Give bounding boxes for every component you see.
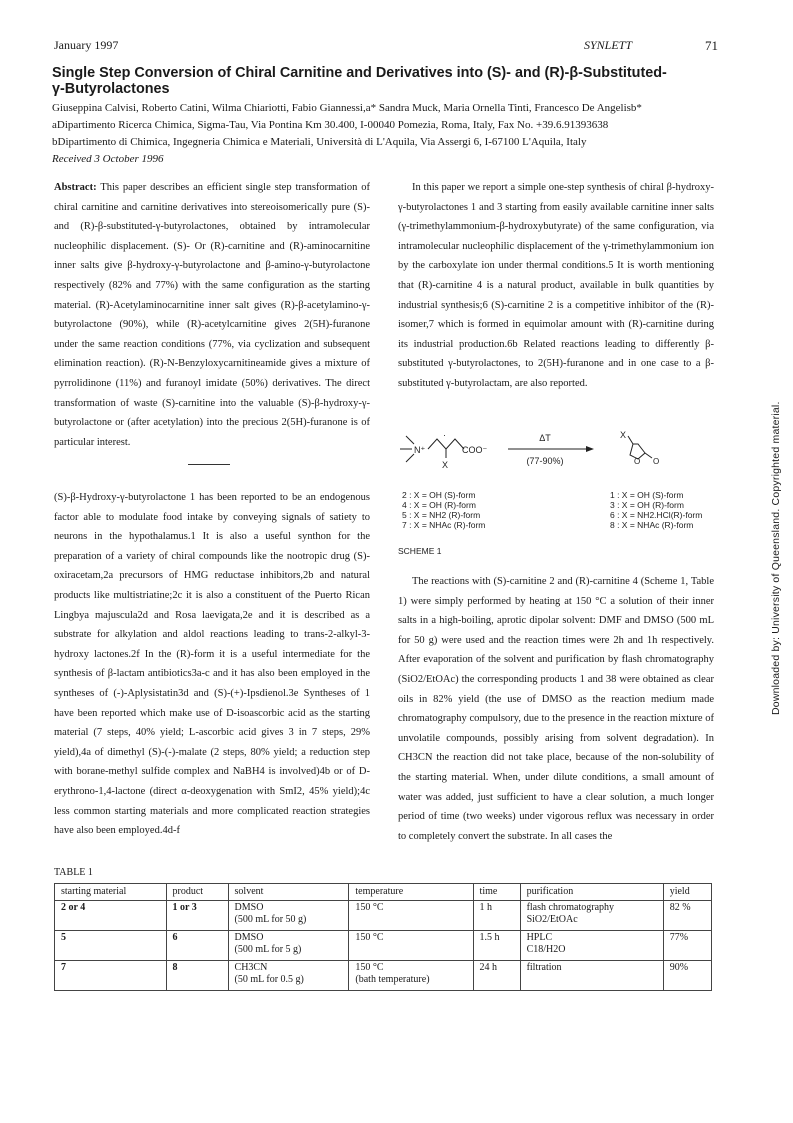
ring-oxygen-label: O bbox=[634, 457, 641, 466]
stereocenter-mark: · bbox=[443, 430, 446, 440]
column-header: product bbox=[166, 884, 228, 901]
running-head-date: January 1997 bbox=[54, 38, 119, 52]
carbonyl-bond bbox=[645, 453, 652, 458]
product-cell: 8 bbox=[166, 961, 228, 991]
solvent-cell: DMSO (500 mL for 5 g) bbox=[228, 931, 349, 961]
table-row bbox=[55, 901, 712, 931]
yield-cell: 90% bbox=[663, 961, 711, 991]
time-cell: 1 h bbox=[473, 901, 520, 931]
column-header: starting material bbox=[55, 884, 167, 901]
introduction-paragraph: (S)-β-Hydroxy-γ-butyrolactone 1 has been reported to be an endogenous factor able to modulate food intake by conveying signals of satiety to neurons in the hypothalamus.1 It is also a useful synthon for the preparation of a variety of chiral compounds like the nootropic drug (S)-oxiracetam,2a precursors of HMG reductase inhibitors,2b and natural products like multistriatine;2c it is also a constituent of the Puerto Rican Lingbya majuscula2d and Rosa laevigata,2e and it is described as a substrate for alkylation and aldol reactions leading to trans-2-alkyl-3-hydroxy lactones.2f In the (R)-form it is a useful intermediate for the synthesis of β-lactam antibiotics3a-c and it has also been employed in the syntheses of (-)-Aplysistatin3d and (S)-(+)-Ipsdienol.3e Syntheses of 1 have been reported which make use of D-isoascorbic acid as the starting material (7 steps, 40% yield; L-ascorbic acid gives 3 in 7 steps, 29% yield),4a of dimethyl (S)-(-)-malate (2 steps, 80% yield; a reduction step with borane-methyl sulfide complex and NaBH4 is involved)4b or of D-erythrono-1,4-lactone (direct α-deoxygenation with SmI2, 45% yield);4c less common starting materials and more complicated reaction strategies have also been employed.4d-f bbox=[54, 492, 370, 837]
methyl-bond-1 bbox=[406, 436, 414, 444]
table-header-row bbox=[55, 884, 712, 901]
reactant-entry: 5 : X = NH2 (R)-form bbox=[402, 510, 481, 520]
solvent-cell: CH3CN (50 mL for 0.5 g) bbox=[228, 961, 349, 991]
title-line-2: γ-Butyrolactones bbox=[52, 81, 170, 97]
download-watermark-text: Downloaded by: University of Queensland. Copyrighted material. bbox=[770, 401, 782, 715]
carbon-chain bbox=[428, 439, 464, 449]
product-entry: 3 : X = OH (R)-form bbox=[610, 500, 684, 510]
methyl-bond-3 bbox=[406, 454, 414, 462]
results-table bbox=[54, 883, 712, 991]
time-cell: 1.5 h bbox=[473, 931, 520, 961]
yield-range: (77-90%) bbox=[526, 456, 564, 466]
purification-cell: HPLC C18/H2O bbox=[520, 931, 663, 961]
starting-material-cell: 5 bbox=[55, 931, 167, 961]
download-watermark bbox=[770, 401, 784, 715]
time-cell: 24 h bbox=[473, 961, 520, 991]
starting-material-cell: 2 or 4 bbox=[55, 901, 167, 931]
column-header: temperature bbox=[349, 884, 473, 901]
scheme-caption: SCHEME 1 bbox=[398, 546, 442, 556]
product-cell: 6 bbox=[166, 931, 228, 961]
column-header: purification bbox=[520, 884, 663, 901]
product-x-label: X bbox=[620, 430, 627, 440]
starting-material-cell: 7 bbox=[55, 961, 167, 991]
product-cell: 1 or 3 bbox=[166, 901, 228, 931]
table-row bbox=[55, 961, 712, 991]
section-divider bbox=[188, 464, 230, 465]
yield-cell: 82 % bbox=[663, 901, 711, 931]
reaction-scheme bbox=[396, 424, 726, 564]
product-entry: 8 : X = NHAc (R)-form bbox=[610, 520, 694, 530]
title-line-1: Single Step Conversion of Chiral Carnitine and Derivatives into (S)- and (R)-β-Substituted- bbox=[52, 65, 667, 81]
product-entry: 1 : X = OH (S)-form bbox=[610, 490, 684, 500]
temperature-cell: 150 °C (bath temperature) bbox=[349, 961, 473, 991]
heat-label: ΔT bbox=[539, 433, 551, 443]
column-header: time bbox=[473, 884, 520, 901]
purification-cell: filtration bbox=[520, 961, 663, 991]
reactant-entry: 2 : X = OH (S)-form bbox=[402, 490, 476, 500]
abstract-text: This paper describes an efficient single step transformation of chiral carnitine and carnitine derivatives into stereoisomerically pure (S)- and (R)-β-substituted-γ-butyrolactones, obtained by intramolecular nucleophilic displacement. (S)- Or (R)-carnitine and (R)-aminocarnitine inner salts give β-hydroxy-γ-butyrolactone and β-amino-γ-butyrolactone respectively (82% and 77%) with the same configuration as the starting material. (R)-Acetylaminocarnitine inner salt gives (R)-β-acetylamino-γ-butyrolactone (90%), while (R)-acetylcarnitine gives 2(5H)-furanone under the same reaction conditions (77%, via cyclization and subsequent elimination reaction). (R)-N-Benzyloxycarnitineamide gives a mixture of pyrrolidinone (11%) and furanoyl imidate (50%) derivatives. The direct transformation of waste (S)-carnitine into the valuable (S)-β-hydroxy-γ-butyrolactone or (after acetylation) into the precious 2(5H)-furanone is of particular interest. bbox=[54, 182, 370, 448]
scheme-drawing bbox=[396, 424, 726, 564]
abstract bbox=[54, 178, 370, 452]
column-header: yield bbox=[663, 884, 711, 901]
solvent-cell: DMSO (500 mL for 50 g) bbox=[228, 901, 349, 931]
product-entry: 6 : X = NH2.HCl(R)-form bbox=[610, 510, 703, 520]
running-head-journal: SYNLETT bbox=[584, 38, 633, 52]
article-title bbox=[52, 65, 752, 97]
reactant-entry: 7 : X = NHAc (R)-form bbox=[402, 520, 486, 530]
x-substituent-label: X bbox=[442, 460, 449, 470]
abstract-label: Abstract: bbox=[54, 182, 97, 193]
right-column-paragraph-1: In this paper we report a simple one-step synthesis of chiral β-hydroxy-γ-butyrolactones 1 and 3 starting from easily available carnitine inner salts (γ-trimethylammonium-β-hydroxybutyrate) of the same configuration, via intramolecular nucleophilic displacement of the γ-trimethylammonium ion by the carboxylate ion under thermal conditions.5 It is worth mentioning that (R)-carnitine 4 is a natural product, available in bulk quantities by industrial synthesis;6 (S)-carnitine 2 is a competitive inhibitor of the (R)-isomer,7 which is formed in equimolar amount with (R)-carnitine during its industrial production.6b Related reactions leading to differently β-substituted γ-butyrolactones, to 2(5H)-furanone and in one case to a β-substituted γ-butyrolactam, are also reported. bbox=[398, 182, 714, 389]
page-number: 71 bbox=[705, 38, 718, 53]
carbonyl-oxygen-label: O bbox=[653, 457, 660, 466]
author-list: Giuseppina Calvisi, Roberto Catini, Wilma Chiariotti, Fabio Giannessi,a* Sandra Muck, Maria Ornella Tinti, Francesco De Angelisb* bbox=[52, 102, 642, 114]
ammonium-label: N⁺ bbox=[414, 445, 426, 455]
purification-cell: flash chromatography SiO2/EtOAc bbox=[520, 901, 663, 931]
temperature-cell: 150 °C bbox=[349, 901, 473, 931]
arrow-head bbox=[586, 446, 594, 452]
right-column-paragraph-2: The reactions with (S)-carnitine 2 and (R)-carnitine 4 (Scheme 1, Table 1) were simply performed by heating at 150 °C a solution of their inner salts in a high-boiling, aprotic dipolar solvent: DMF and DMSO (500 mL for 50 g) were used and the reaction times were 2h and 1h respectively. After evaporation of the solvent and purification by flash chromatography (SiO2/EtOAc) the corresponding products 1 and 38 were obtained as clear oils in 82% yield (the use of DMSO as the reaction medium made chromatography compulsory, due to the presence in the reaction mixture of unvolatile compounds, possibly arising from solvent degradation). In CH3CN the reaction did not take place, because of the non-solubility of the starting material. When, under dilute conditions, a small amount of water was added, just sufficient to have a clear solution, a much longer period of time (two weeks) under vigorous reflux was necessary in order to completely convert the substrate. In all cases the bbox=[398, 576, 714, 842]
received-date: Received 3 October 1996 bbox=[52, 153, 164, 165]
yield-cell: 77% bbox=[663, 931, 711, 961]
affiliation-a: aDipartimento Ricerca Chimica, Sigma-Tau, Via Pontina Km 30.400, I-00040 Pomezia, Roma, Italy, Fax No. +39.6.91393638 bbox=[52, 119, 609, 131]
reactant-entry: 4 : X = OH (R)-form bbox=[402, 500, 476, 510]
table-row bbox=[55, 931, 712, 961]
affiliation-b: bDipartimento di Chimica, Ingegneria Chimica e Materiali, Università di L'Aquila, Via Assergi 6, I-67100 L'Aquila, Italy bbox=[52, 136, 587, 148]
table-caption: TABLE 1 bbox=[54, 867, 93, 878]
column-header: solvent bbox=[228, 884, 349, 901]
carboxylate-label: COO⁻ bbox=[462, 445, 488, 455]
temperature-cell: 150 °C bbox=[349, 931, 473, 961]
